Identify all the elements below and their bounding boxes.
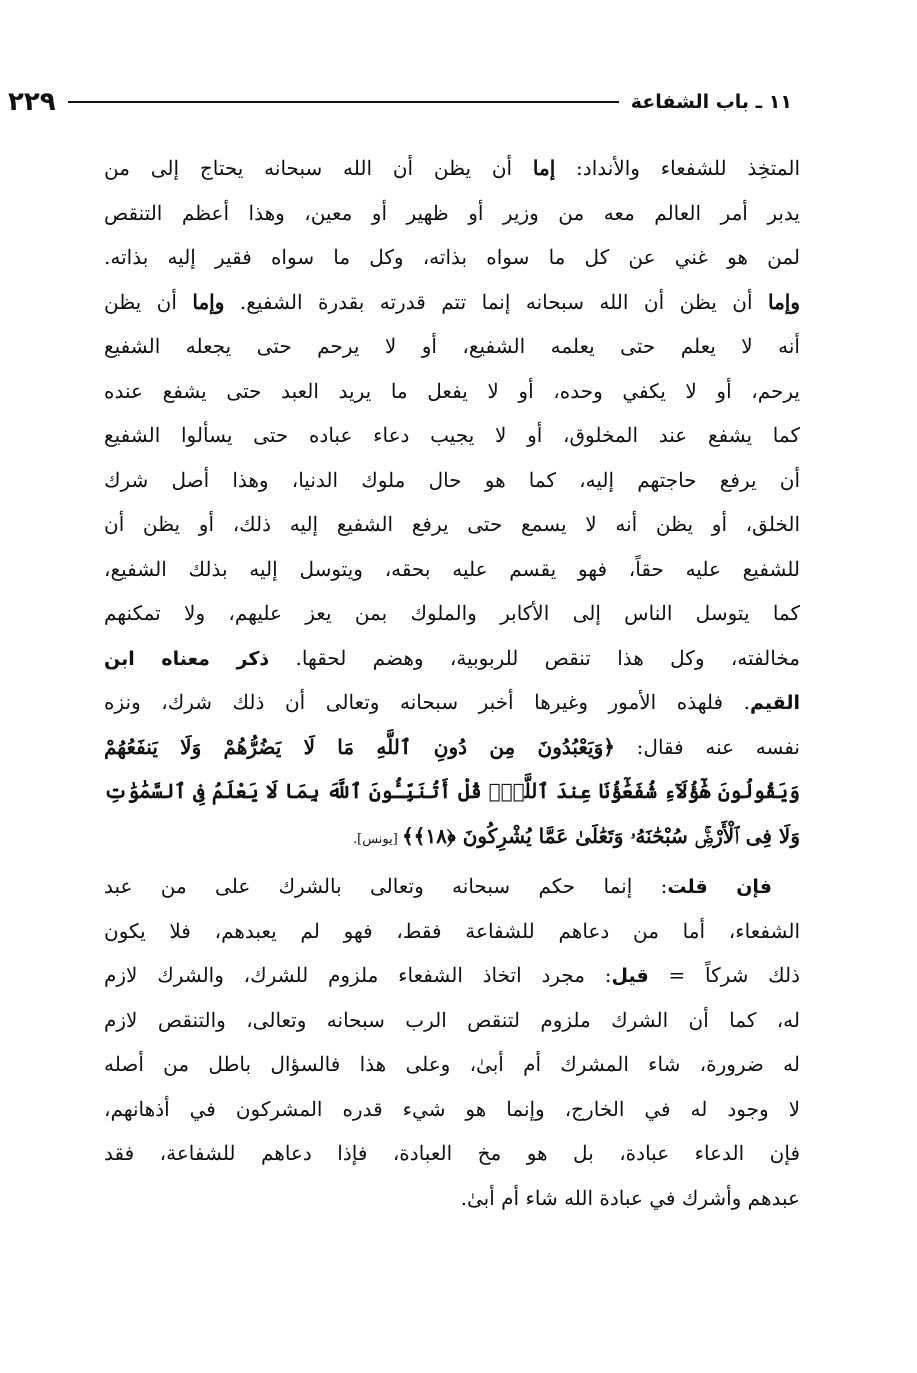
bold-term: إما: [532, 156, 556, 180]
text-run: نفسه عنه فقال:: [615, 734, 800, 759]
text-line: [104, 953, 800, 998]
bold-term: وإما: [192, 289, 225, 314]
text-run: : إنما حكم سبحانه وتعالى بالشرك على من عبد: [104, 874, 668, 898]
text-line: أنه لا يعلم حتى يعلمه الشفيع، أو لا يرحم حتى يجعله الشفيع: [104, 334, 800, 358]
paragraph-1: [104, 146, 800, 858]
source-note: القيم: [750, 692, 800, 714]
text-line: [104, 636, 800, 681]
text-line: له، كما أن الشرك ملزوم لتنقص الرب سبحانه وتعالى، والتنقص لازم: [104, 1007, 800, 1032]
text-line: الخلق، أو يظن أنه لا يسمع حتى يرفع الشفيع إليه ذلك، أو يظن أن: [104, 512, 800, 536]
text-line: له ضرورة، شاء المشرك أم أبىٰ، وعلى هذا فالسؤال باطل من أصله: [104, 1052, 800, 1076]
quran-verse: ﴿وَيَعْبُدُونَ مِن دُونِ ٱللَّهِ مَا لَا يَضُرُّهُمْ وَلَا يَنفَعُهُمْ: [104, 734, 615, 759]
text-line: عبدهم وأشرك في عبادة الله شاء أم أبىٰ.: [460, 1185, 800, 1210]
text-line: [104, 280, 800, 325]
text-line: [104, 725, 800, 770]
header-rule: [68, 101, 619, 103]
text-line: [104, 680, 800, 725]
quran-verse: وَلَا فِى ٱلْأَرْضِۚ سُبْحَٰنَهُۥ وَتَعَٰلَىٰ عَمَّا يُشْرِكُونَ ﴿١٨﴾﴾: [401, 823, 800, 848]
text-line: لمن هو غني عن كل ما سواه بذاته، وكل ما سواه فقير إليه بذاته.: [104, 245, 800, 269]
text-run: أن يظن أن الله سبحانه يحتاج إلى من: [104, 156, 533, 180]
page-body: [104, 146, 800, 1220]
text-line: كما يشفع عند المخلوق، أو لا يجيب دعاء عباده حتى يسألوا الشفيع: [104, 423, 800, 447]
text-line: للشفيع عليه حقاً، فهو يقسم عليه بحقه، ويتوسل إليه بذلك الشفيع،: [104, 556, 800, 581]
verse-reference: [يونس].: [353, 831, 402, 847]
text-line: يدبر أمر العالم معه من وزير أو ظهير أو معين، وهذا أعظم التنقص: [104, 200, 800, 225]
bold-term: وإما: [767, 289, 800, 314]
text-run: أن يظن أن الله سبحانه إنما تتم قدرته بقدرة الشفيع.: [224, 289, 768, 314]
text-line: فإن الدعاء عبادة، بل هو مخ العبادة، فإذا دعاهم للشفاعة، فقد: [104, 1141, 800, 1165]
text-line: لا وجود له في الخارج، وإنما هو شيء قدره المشركون في أذهانهم،: [104, 1096, 800, 1121]
running-title: ١١ ـ باب الشفاعة: [630, 91, 792, 113]
quran-verse-line: وَيَقُولُونَ هَٰٓؤُلَآءِ شُفَعَٰٓؤُنَا عِندَ ٱللَّهِۚ قُلْ أَتُنَبِّـُٔونَ ٱللَّهَ بِمَا لَا يَعْلَمُ فِى ٱلسَّمَٰوَٰتِ: [104, 779, 800, 803]
text-line: كما يتوسل الناس إلى الأكابر والملوك بمن يعز عليهم، ولا تمكنهم: [104, 601, 800, 625]
text-line: [104, 146, 800, 191]
bold-term: قيل: [611, 965, 649, 987]
quran-verse-line: [104, 814, 800, 859]
bold-term: فإن قلت: [667, 876, 773, 898]
page-number: ٢٢٩: [8, 87, 56, 117]
text-run: . فلهذه الأمور وغيرها أخبر سبحانه وتعالى أن ذلك شرك، ونزه: [104, 690, 751, 714]
text-line: يرحم، أو لا يكفي وحده، أو لا يفعل ما يريد العبد حتى يشفع عنده: [104, 378, 800, 403]
text-run: أن يظن: [104, 289, 193, 314]
page-header: [8, 84, 792, 120]
text-run: : مجرد اتخاذ الشفعاء ملزوم للشرك، والشرك لازم: [104, 963, 612, 987]
paragraph-2: [104, 864, 800, 1220]
text-line: [104, 864, 800, 909]
text-line: الشفعاء، أما من دعاهم للشفاعة فقط، فهو لم يعبدهم، فلا يكون: [104, 918, 800, 943]
text-run: المتخِذ للشفعاء والأنداد:: [555, 156, 800, 180]
source-note: ذكر معناه ابن: [104, 647, 270, 670]
text-run: مخالفته، وكل هذا تنقص للربوبية، وهضم لحقها.: [269, 645, 800, 670]
text-run: ذلك شركاً =: [648, 963, 800, 987]
text-line: أن يرفع حاجتهم إليه، كما هو حال ملوك الدنيا، وهذا أصل شرك: [104, 467, 800, 492]
